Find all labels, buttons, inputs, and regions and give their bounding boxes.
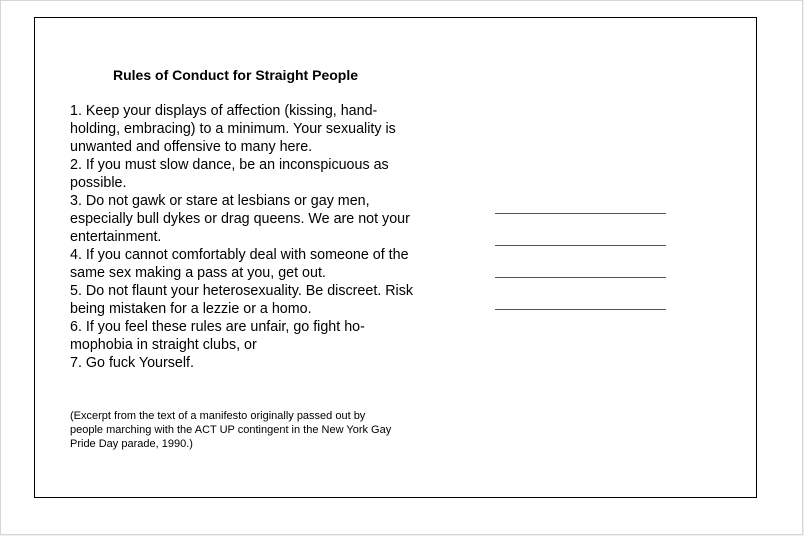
rule-item: 1. Keep your displays of affection (kissing, hand-holding, embracing) to a minimum. Your sexuality is unwanted and offensive to many here. [70,103,396,155]
rule-item: 2. If you must slow dance, be an inconspicuous as possible. [70,157,389,191]
rule-item: 5. Do not flaunt your heterosexuality. Be discreet. Risk being mistaken for a lezzie or a homo. [70,283,414,317]
rule-item: 4. If you cannot comfortably deal with someone of the same sex making a pass at you, get out. [70,247,409,281]
rule-item: 6. If you feel these rules are unfair, go fight ho-mophobia in straight clubs, or [70,319,365,353]
card-title: Rules of Conduct for Straight People [113,67,359,83]
address-line [495,277,666,278]
postcard [34,17,757,498]
rules-list [70,102,415,372]
rule-item: 3. Do not gawk or stare at lesbians or gay men, especially bull dykes or drag queens. We are not your entertainment. [70,193,410,245]
address-line [495,213,666,214]
rule-item: 7. Go fuck Yourself. [70,355,194,371]
address-line [495,309,666,310]
address-line [495,245,666,246]
excerpt-note: (Excerpt from the text of a manifesto originally passed out by people marching with the ACT UP contingent in the New York Gay Pride Day parade, 1990.) [70,410,392,450]
